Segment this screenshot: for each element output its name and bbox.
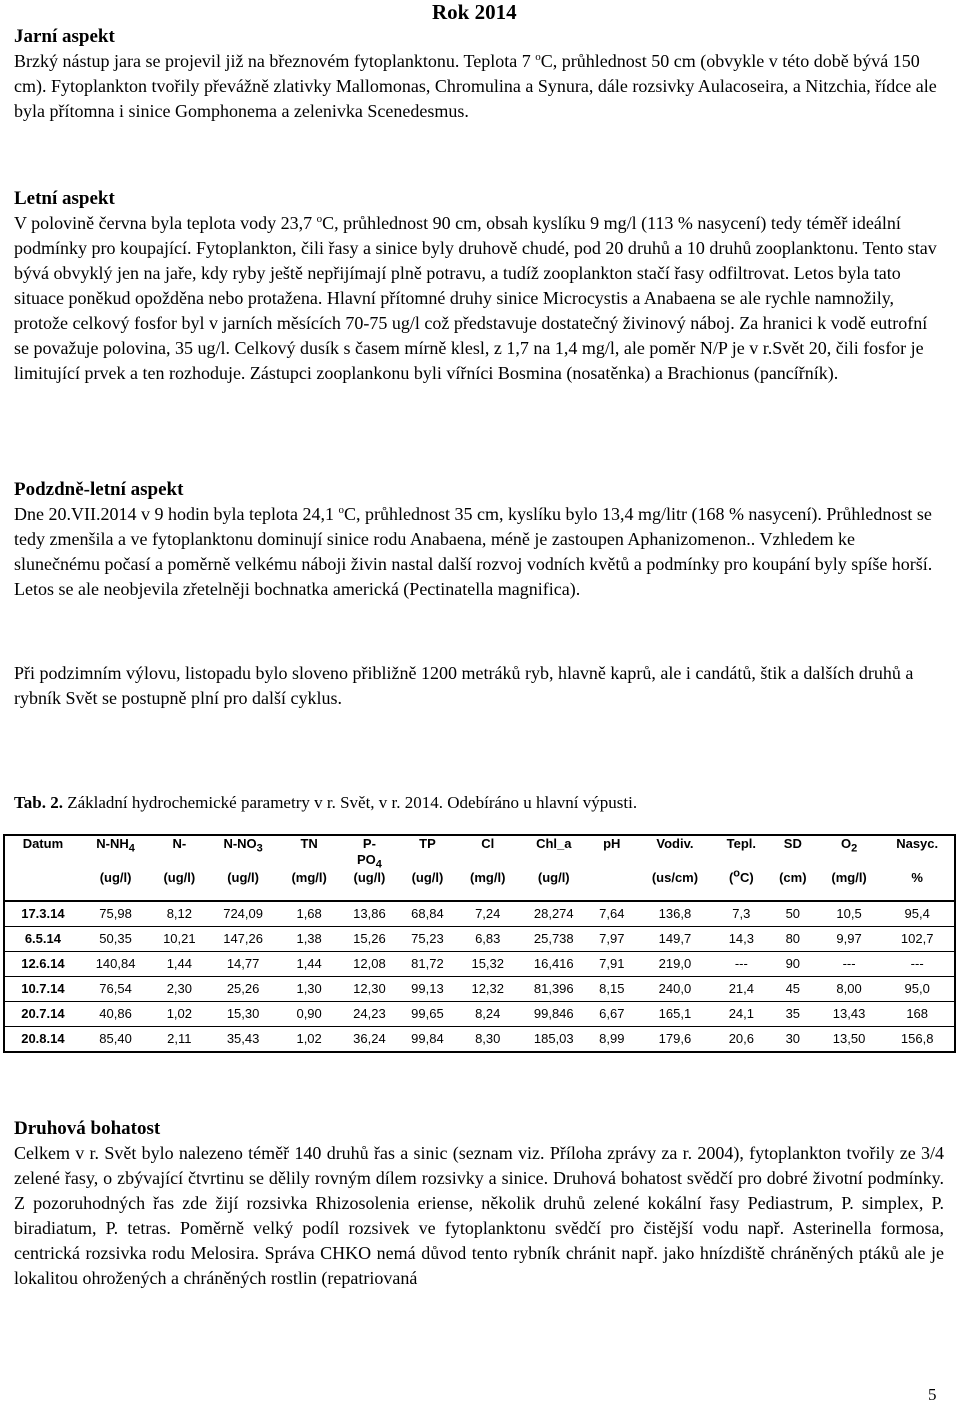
header-nasyc: Nasyc. (896, 836, 939, 851)
table-cell: 13,43 (818, 1002, 881, 1027)
table-cell: 36,24 (340, 1027, 398, 1053)
autumn-paragraph: Při podzimním výlovu, listopadu bylo sloveno přibližně 1200 metráků ryb, hlavně kaprů, ale i candátů, štik a dalších druhů a rybník Svět se postupně plní pro další cyklus. (14, 663, 914, 708)
richness-paragraph: Celkem v r. Svět bylo nalezeno téměř 140 druhů řas a sinic (seznam viz. Příloha zprávy za r. 2004), fytoplankton tvořily ze 3/4 zelené řasy, o zbývající čtvrtinu se dělily rovným dílem rozsivky a sinice. Druhová bohatost svědčí pro dobré životní podmínky. Z pozoruhodných řas zde žijí rozsivka Rhizosolenia eriense, několik druhů zelené kokální řasy Pediastrum, P. simplex, P. biradiatum, P. tetras. Poměrně velký podíl rozsivek ve fytoplanktonu svědčí pro čistější vodu např. Asterinella formosa, centrická rozsivka rodu Melosira. Správa CHKO nemá důvod tento rybník chránit např. jako hnízdiště chráněných ptáků ale je lokalitou ohrožených a chráněných rostlin (repatriovaná (14, 1143, 944, 1288)
table-cell: --- (818, 952, 881, 977)
table-cell: 95,0 (880, 977, 955, 1002)
header-n: N- (172, 836, 187, 851)
table-cell: 40,86 (81, 1002, 151, 1027)
spring-paragraph: Brzký nástup jara se projevil již na březnovém fytoplanktonu. Teplota 7 $^o$C, průhlednost 50 cm (obvykle v této době bývá 150 cm). Fytoplankton tvořily převážně zlativky Mallomonas, Chromulina a Synura, dále rozsivky Aulacoseira, a Nitzchia, řídce ale byla přítomna i sinice Gomphonema a zelenivka Scenedesmus. (14, 51, 937, 121)
table-cell: 68,84 (398, 901, 456, 927)
unit-cell: (ug/l) (163, 870, 196, 885)
table-cell: 6,67 (589, 1002, 636, 1027)
unit-cell: (ug/l) (537, 870, 570, 885)
table-cell: 99,846 (519, 1002, 589, 1027)
table-cell-date: 6.5.14 (4, 927, 81, 952)
table-cell: 8,30 (456, 1027, 519, 1053)
unit-cell: (mg/l) (831, 870, 867, 885)
species-richness-section (14, 1116, 944, 1291)
table-cell: 81,72 (398, 952, 456, 977)
page-number: 5 (928, 1385, 937, 1404)
table-cell: 1,38 (278, 927, 341, 952)
header-chl-a: Chl_a (536, 836, 572, 851)
unit-cell: % (911, 870, 923, 885)
table-cell: 179,6 (635, 1027, 715, 1053)
table-cell: 140,84 (81, 952, 151, 977)
header-vodiv: Vodiv. (656, 836, 694, 851)
spring-heading: Jarní aspekt (14, 26, 115, 47)
table-header-row (4, 835, 955, 868)
unit-cell: (ug/l) (99, 870, 132, 885)
header-tp: TP (419, 836, 436, 851)
table-cell: 20,6 (715, 1027, 768, 1053)
header-tn: TN (300, 836, 318, 851)
table-cell: 12,30 (340, 977, 398, 1002)
table-caption-text: Základní hydrochemické parametry v r. Svět, v r. 2014. Odebíráno u hlavní výpusti. (67, 793, 638, 812)
table-cell: 80 (768, 927, 818, 952)
late-summer-paragraph: Dne 20.VII.2014 v 9 hodin byla teplota 24,1 $^o$C, průhlednost 35 cm, kyslíku bylo 13,4 mg/litr (168 % nasycení). Průhlednost se tedy zmenšila a ve fytoplanktonu dominují sinice rodu Anabaena, méně je zastoupen Aphanizomenon.. Vzhledem ke slunečnému počasí a poměrně velkému náboji živin nastal další rozvoj vodních květů a podmínky pro koupání byly spíše horší. Letos se ale neobjevila zřetelněji bochnatka americká (Pectinatella magnifica). (14, 504, 933, 599)
table-cell: 6,83 (456, 927, 519, 952)
table-row (4, 1002, 955, 1027)
table-cell: 15,30 (208, 1002, 278, 1027)
table-cell: 7,91 (589, 952, 636, 977)
table-cell: 724,09 (208, 901, 278, 927)
table-cell: 2,30 (150, 977, 208, 1002)
summer-section (14, 186, 944, 386)
autumn-section (14, 661, 944, 711)
table-cell: 81,396 (519, 977, 589, 1002)
unit-cell: (ug/l) (227, 870, 259, 885)
table-row (4, 927, 955, 952)
table-cell: 7,97 (589, 927, 636, 952)
table-cell: 75,98 (81, 901, 151, 927)
table-cell: 50 (768, 901, 818, 927)
table-cell: 219,0 (635, 952, 715, 977)
table-cell: 99,84 (398, 1027, 456, 1053)
page-year-heading: Rok 2014 (432, 0, 517, 24)
table-cell: 24,1 (715, 1002, 768, 1027)
table-cell: 16,416 (519, 952, 589, 977)
table-row (4, 1027, 955, 1053)
table-cell-date: 20.7.14 (4, 1002, 81, 1027)
table-cell: 149,7 (635, 927, 715, 952)
table-cell: 1,44 (150, 952, 208, 977)
header-o2: $O_2$ (840, 836, 858, 855)
table-cell: 24,23 (340, 1002, 398, 1027)
header-tepl: Tepl. (726, 836, 757, 851)
table-cell: 1,30 (278, 977, 341, 1002)
table-cell: 1,68 (278, 901, 341, 927)
table-cell: 12,08 (340, 952, 398, 977)
header-n-no3: $N-NO_3$ (223, 836, 263, 855)
table-cell: 75,23 (398, 927, 456, 952)
summer-paragraph: V polovině června byla teplota vody 23,7 $^o$C, průhlednost 90 cm, obsah kyslíku 9 mg/l (113 % nasycení) tedy téměř ideální podmínky pro koupající. Fytoplankton, čili řasy a sinice byly druhově chudé, pod 20 druhů a 10 druhů zooplanktonu. Tento stav bývá obvyklý jen na jaře, kdy ryby ještě nepřijímají plně potravu, a tudíž zooplankton stačí řasy odfiltrovat. Letos byla tato situace poněkud opožděna nebo protažena. Hlavní přítomné druhy sinice Microcystis a Anabaena se ale rychle namnožily, protože celkový fosfor byl v jarních měsících 70-75 ug/l což představuje dostatečný živinový náboj. Za hranici k vodě eutrofní se považuje polovina, 35 ug/l. Celkový dusík s časem mírně klesl, z 1,7 na 1,4 mg/l, ale poměr N/P je v r.Svět 20, čili fosfor je limitující prvek a ten rozhoduje. Zástupci zooplankonu byli vířníci Bosmina (nosatěnka) a Brachionus (pancířník). (14, 213, 937, 383)
table-cell: 10,21 (150, 927, 208, 952)
unit-cell: (ug/l) (353, 870, 386, 885)
table-header-spacer (4, 888, 955, 901)
table-cell: 14,3 (715, 927, 768, 952)
summer-heading: Letní aspekt (14, 188, 115, 209)
table-cell: 102,7 (880, 927, 955, 952)
table-cell: 25,738 (519, 927, 589, 952)
table-cell: 76,54 (81, 977, 151, 1002)
unit-cell: (cm) (779, 870, 807, 885)
table-cell: 21,4 (715, 977, 768, 1002)
table-cell: 99,13 (398, 977, 456, 1002)
table-cell: 14,77 (208, 952, 278, 977)
table-cell: 0,90 (278, 1002, 341, 1027)
unit-cell (4, 868, 81, 888)
table-cell: 168 (880, 1002, 955, 1027)
header-p-po4: P- $PO_4$ (356, 836, 382, 871)
table-cell: 7,64 (589, 901, 636, 927)
table-cell-date: 12.6.14 (4, 952, 81, 977)
spring-section (14, 24, 944, 124)
unit-cell: (ug/l) (411, 870, 444, 885)
table-cell: 1,02 (278, 1027, 341, 1053)
table-cell: 136,8 (635, 901, 715, 927)
richness-heading: Druhová bohatost (14, 1118, 161, 1139)
table-cell: 1,02 (150, 1002, 208, 1027)
table-cell: 8,12 (150, 901, 208, 927)
table-cell: 8,00 (818, 977, 881, 1002)
table-cell: 7,3 (715, 901, 768, 927)
table-cell: 8,24 (456, 1002, 519, 1027)
table-row (4, 901, 955, 927)
table-cell: 28,274 (519, 901, 589, 927)
table-cell: --- (880, 952, 955, 977)
header-datum: Datum (22, 836, 64, 851)
table-cell: 165,1 (635, 1002, 715, 1027)
table-caption-label: Tab. 2. (14, 793, 63, 812)
table-cell: 13,86 (340, 901, 398, 927)
late-summer-section (14, 477, 944, 602)
unit-cell: (mg/l) (470, 870, 506, 885)
table-row (4, 952, 955, 977)
table-cell: 10,5 (818, 901, 881, 927)
header-sd: SD (783, 836, 802, 851)
hydrochemistry-table (3, 834, 956, 1053)
table-cell: 7,24 (456, 901, 519, 927)
header-ph: pH (603, 836, 621, 851)
unit-cell: (us/cm) (651, 870, 699, 885)
table-cell: 2,11 (150, 1027, 208, 1053)
unit-cell: ($^o$C) (728, 867, 754, 885)
table-cell: 185,03 (519, 1027, 589, 1053)
table-cell-date: 20.8.14 (4, 1027, 81, 1053)
table-cell: 45 (768, 977, 818, 1002)
table-cell: 9,97 (818, 927, 881, 952)
table-cell: 8,99 (589, 1027, 636, 1053)
table-cell-date: 10.7.14 (4, 977, 81, 1002)
table-cell: 85,40 (81, 1027, 151, 1053)
table-caption (14, 790, 637, 815)
table-cell: --- (715, 952, 768, 977)
table-cell: 30 (768, 1027, 818, 1053)
late-summer-heading: Podzdně-letní aspekt (14, 479, 184, 500)
table-cell-date: 17.3.14 (4, 901, 81, 927)
unit-cell: (mg/l) (291, 870, 327, 885)
table-cell: 156,8 (880, 1027, 955, 1053)
table-cell: 1,44 (278, 952, 341, 977)
table-cell: 240,0 (635, 977, 715, 1002)
table-body (4, 901, 955, 1052)
table-row (4, 977, 955, 1002)
table-cell: 15,26 (340, 927, 398, 952)
table-cell: 8,15 (589, 977, 636, 1002)
unit-cell (589, 868, 636, 888)
header-cl: Cl (481, 836, 495, 851)
table-cell: 99,65 (398, 1002, 456, 1027)
table-cell: 95,4 (880, 901, 955, 927)
table-cell: 35 (768, 1002, 818, 1027)
table-cell: 50,35 (81, 927, 151, 952)
table-cell: 15,32 (456, 952, 519, 977)
table-cell: 12,32 (456, 977, 519, 1002)
table-cell: 25,26 (208, 977, 278, 1002)
table-cell: 147,26 (208, 927, 278, 952)
table-cell: 13,50 (818, 1027, 881, 1053)
table-cell: 35,43 (208, 1027, 278, 1053)
table-units-row (4, 868, 955, 888)
table-cell: 90 (768, 952, 818, 977)
header-n-nh4: $N-NH_4$ (96, 836, 135, 855)
